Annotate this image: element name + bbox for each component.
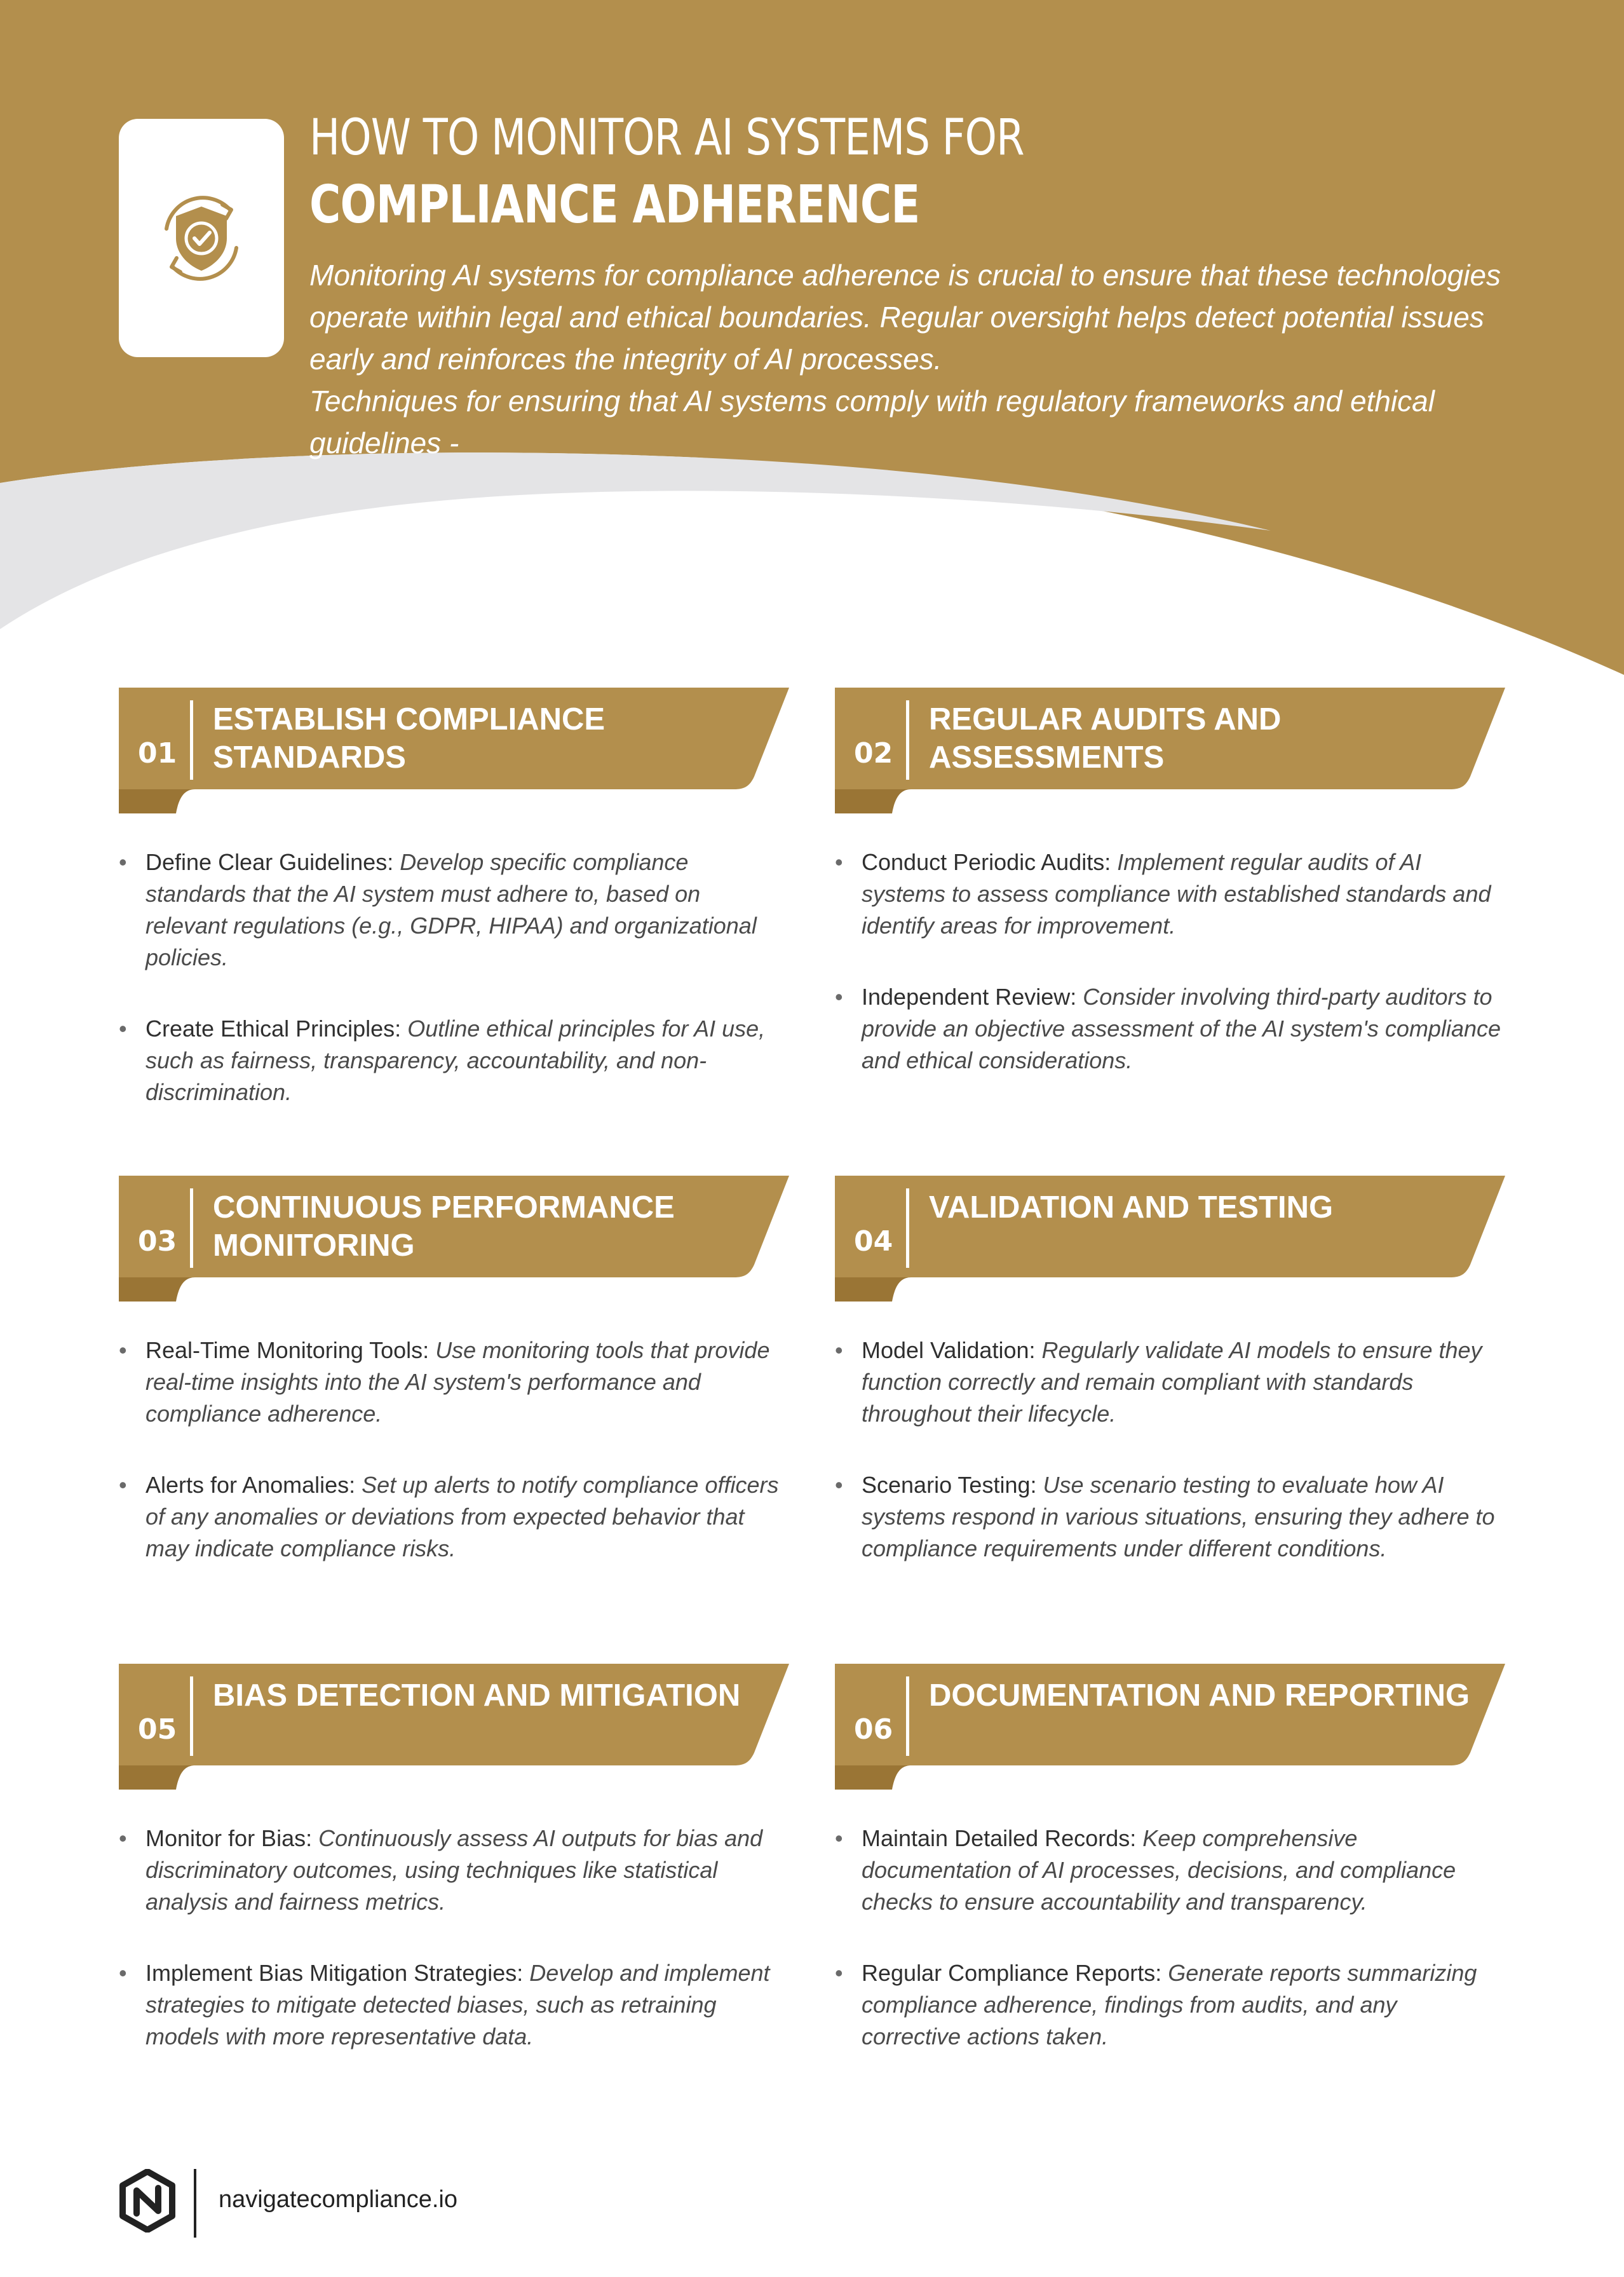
- section-regular-audits: [835, 688, 1521, 1073]
- section-documentation-reporting: [835, 1664, 1521, 2049]
- list-item: [119, 1469, 786, 1565]
- section-title: BIAS DETECTION AND MITIGATION: [213, 1678, 741, 1713]
- item-description: Continuously assess AI outputs for bias and discriminatory outcomes, using techniques like statistical analysis and fairness metrics.: [145, 1825, 763, 1915]
- section-title: CONTINUOUS PERFORMANCE MONITORING: [213, 1190, 675, 1263]
- list-item: [835, 1823, 1502, 1918]
- section-title: REGULAR AUDITS AND ASSESSMENTS: [929, 702, 1282, 775]
- item-description: Set up alerts to notify compliance officers of any anomalies or deviations from expected behavior that may indicate compliance risks.: [145, 1472, 779, 1561]
- section-title: ESTABLISH COMPLIANCE STANDARDS: [213, 702, 606, 775]
- item-label: Conduct Periodic Audits:: [862, 849, 1111, 875]
- item-description: Develop and implement strategies to mitigate detected biases, such as retraining models with more representative data.: [145, 1960, 770, 2049]
- page-title-line1: HOW TO MONITOR AI SYSTEMS FOR: [309, 109, 1024, 167]
- section-banner: [119, 1176, 805, 1303]
- section-banner: [835, 688, 1521, 815]
- section-items: [835, 846, 1502, 1116]
- list-item: [119, 1335, 786, 1430]
- page-title-line2: COMPLIANCE ADHERENCE: [309, 175, 920, 235]
- list-item: [835, 846, 1502, 942]
- section-number: 02: [854, 737, 893, 770]
- item-label: Monitor for Bias:: [145, 1825, 313, 1851]
- banner-divider: [906, 700, 909, 780]
- item-description: Implement regular audits of AI systems to assess compliance with established standards and identify areas for improvement.: [862, 849, 1491, 939]
- section-items: [835, 1823, 1502, 2092]
- section-number: 04: [854, 1225, 893, 1258]
- shield-check-refresh-icon: [147, 184, 255, 292]
- list-item: [119, 1823, 786, 1918]
- item-description: Consider involving third-party auditors to provide an objective assessment of the AI system's compliance and ethical considerations.: [862, 984, 1501, 1073]
- list-item: [119, 1957, 786, 2053]
- navigate-compliance-logo-icon: [119, 2169, 176, 2233]
- item-label: Maintain Detailed Records:: [862, 1825, 1137, 1851]
- list-item: [119, 1013, 786, 1108]
- item-description: Generate reports summarizing compliance adherence, findings from audits, and any corrective actions taken.: [862, 1960, 1477, 2049]
- list-item: [835, 1469, 1502, 1565]
- banner-divider: [906, 1188, 909, 1268]
- list-item: [835, 1957, 1502, 2053]
- item-description: Develop specific compliance standards that the AI system must adhere to, based on relevant regulations (e.g., GDPR, HIPAA) and organizational policies.: [145, 849, 757, 970]
- item-label: Scenario Testing:: [862, 1472, 1037, 1498]
- section-items: [119, 1335, 786, 1604]
- item-label: Real-Time Monitoring Tools:: [145, 1337, 430, 1363]
- item-label: Independent Review:: [862, 984, 1077, 1010]
- section-number: 01: [138, 737, 177, 770]
- item-description: Use scenario testing to evaluate how AI systems respond in various situations, ensuring they adhere to compliance requirements under different conditions.: [862, 1472, 1495, 1561]
- section-continuous-performance-monitoring: [119, 1176, 805, 1561]
- list-item: [119, 846, 786, 974]
- item-label: Create Ethical Principles:: [145, 1016, 402, 1042]
- footer-divider: [194, 2169, 196, 2238]
- section-banner: [119, 688, 805, 815]
- item-label: Model Validation:: [862, 1337, 1036, 1363]
- section-banner: [119, 1664, 805, 1791]
- item-label: Implement Bias Mitigation Strategies:: [145, 1960, 524, 1986]
- item-description: Use monitoring tools that provide real-time insights into the AI system's performance and compliance adherence.: [145, 1337, 770, 1427]
- intro-text: [309, 254, 1536, 464]
- item-label: Alerts for Anomalies:: [145, 1472, 356, 1498]
- section-validation-testing: [835, 1176, 1521, 1561]
- banner-divider: [906, 1676, 909, 1756]
- section-items: [119, 1823, 786, 2092]
- item-description: Keep comprehensive documentation of AI processes, decisions, and compliance checks to ensure accountability and transparency.: [862, 1825, 1456, 1915]
- item-label: Regular Compliance Reports:: [862, 1960, 1162, 1986]
- section-banner: [835, 1664, 1521, 1791]
- intro-paragraph: Monitoring AI systems for compliance adherence is crucial to ensure that these technologies operate within legal and ethical boundaries. Regular oversight helps detect potential issues early and reinforces the integrity of AI processes.: [309, 259, 1501, 376]
- section-title: VALIDATION AND TESTING: [929, 1190, 1334, 1225]
- section-number: 05: [138, 1713, 177, 1746]
- intro-techniques-line: Techniques for ensuring that AI systems comply with regulatory frameworks and ethical guidelines -: [309, 384, 1435, 459]
- item-description: Outline ethical principles for AI use, such as fairness, transparency, accountability, and non-discrimination.: [145, 1016, 766, 1105]
- section-number: 06: [854, 1713, 893, 1746]
- section-establish-compliance-standards: [119, 688, 805, 1105]
- footer-website-link[interactable]: navigatecompliance.io: [219, 2186, 458, 2213]
- header-icon-card: [119, 119, 284, 357]
- section-title: DOCUMENTATION AND REPORTING: [929, 1678, 1470, 1713]
- banner-divider: [190, 1188, 193, 1268]
- list-item: [835, 981, 1502, 1077]
- section-items: [835, 1335, 1502, 1604]
- banner-divider: [190, 1676, 193, 1756]
- section-number: 03: [138, 1225, 177, 1258]
- item-label: Define Clear Guidelines:: [145, 849, 394, 875]
- banner-divider: [190, 700, 193, 780]
- section-items: [119, 846, 786, 1148]
- section-banner: [835, 1176, 1521, 1303]
- list-item: [835, 1335, 1502, 1430]
- section-bias-detection: [119, 1664, 805, 2049]
- item-description: Regularly validate AI models to ensure they function correctly and remain compliant with standards throughout their lifecycle.: [862, 1337, 1482, 1427]
